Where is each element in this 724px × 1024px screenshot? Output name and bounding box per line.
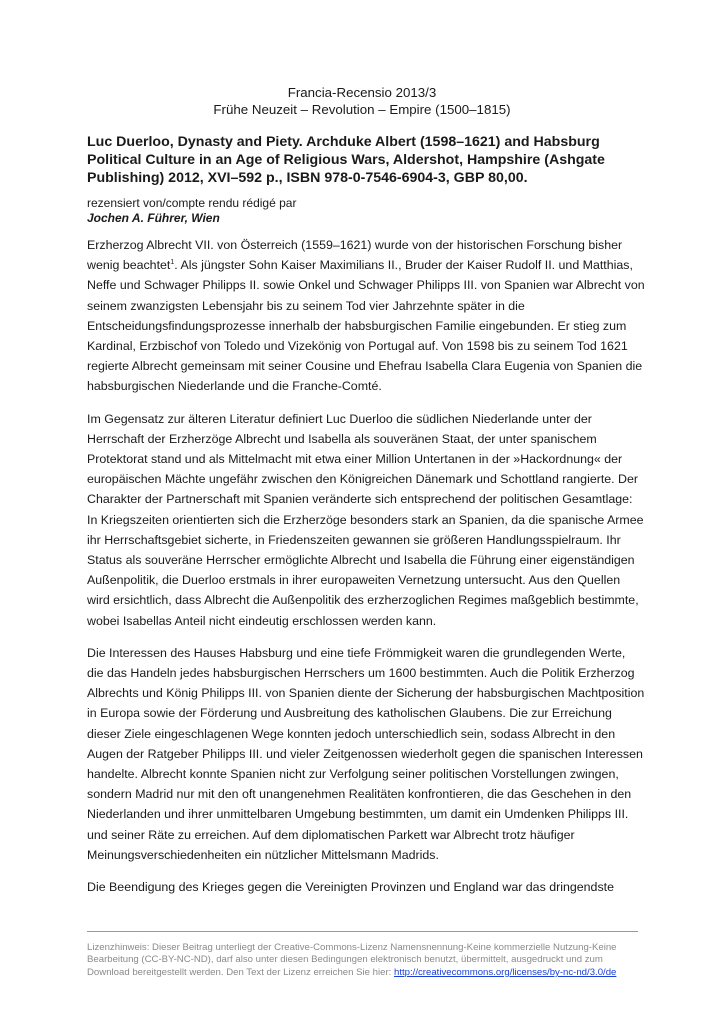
paragraph-1-rest: . Als jüngster Sohn Kaiser Maximilians II., Bruder der Kaiser Rudolf II. und Matthias, Neffe und Schwager Philipps II. sowie Onkel und Schwager Philipps III. von Spanien war Albrecht von seinem zwanzigsten Lebensjahr bis zu seinem Tod vier Jahrzehnte später in die Entscheidungsfindungsprozesse innerhalb der habsburgischen Familie eingebunden. Er stieg zum Kardinal, Erzbischof von Toledo und Vizekönig von Portugal auf. Von 1598 bis zu seinem Tod 1621 regierte Albrecht gemeinsam mit seiner Cousine und Ehefrau Isabella Clara Eugenia von Spanien die habsburgischen Niederlande und die Franche-Comté. <box>87 258 645 394</box>
paragraph-1-start: Erzherzog Albrecht VII. von Österreich (1559–1621) wurde von der historischen Forschung bisher wenig beachtet <box>87 238 623 273</box>
reviewer-name: Jochen A. Führer, Wien <box>87 211 220 225</box>
paragraph-2: Im Gegensatz zur älteren Literatur definiert Luc Duerloo die südlichen Niederlande unter der Herrschaft der Erzherzöge Albrecht und Isabella als souveränen Staat, der unter spanischem Protektorat stand und als Mittelmacht mit etwa einer Million Untertanen in der »Hackordnung« der europäischen Mächte ungefähr zwischen den Königreichen Dänemark und Schottland rangierte. Der Charakter der Partnerschaft mit Spanien veränderte sich entsprechend der politischen Gesamtlage: In Kriegszeiten orientierten sich die Erzherzöge besonders stark an Spanien, da die spanische Armee ihr Herrschaftsgebiet sicherte, in Friedenszeiten gewannen sie größeren Handlungsspielraum. Ihr Status als souveräne Herrscher ermöglichte Albrecht und Isabella die Führung einer eigenständigen Außenpolitik, die Duerloo erstmals in ihrer europaweiten Vernetzung untersucht. Aus den Quellen wird ersichtlich, dass Albrecht die Außenpolitik des erzherzoglichen Regimes maßgeblich bestimmte, wobei Isabellas Anteil nicht eindeutig erschlossen werden kann. <box>87 411 644 628</box>
license-text: Lizenzhinweis: Dieser Beitrag unterliegt der Creative-Commons-Lizenz Namensnennung-Keine kommerzielle Nutzung-Keine Bearbeitung (CC-BY-NC-ND), darf also unter diesen Bedingungen elektronisch benutzt, übermittelt, ausgedruckt und zum Download bereitgestellt werden. Den Text der Lizenz erreichen Sie hier: <box>87 942 617 978</box>
paragraph-1 <box>87 235 645 397</box>
byline-label: rezensiert von/compte rendu rédigé par <box>87 196 297 210</box>
journal-section: Frühe Neuzeit – Revolution – Empire (1500–1815) <box>213 102 511 117</box>
license-link[interactable]: http://creativecommons.org/licenses/by-nc-nd/3.0/de <box>394 966 617 978</box>
footnote-ref-1[interactable]: 1 <box>170 259 175 267</box>
paragraph-4: Die Beendigung des Krieges gegen die Vereinigten Provinzen und England war das dringendste <box>87 880 614 895</box>
paragraph-3: Die Interessen des Hauses Habsburg und eine tiefe Frömmigkeit waren die grundlegenden Werte, die das Handeln jedes habsburgischen Herrschers um 1600 bestimmten. Auch die Politik Erzherzog Albrechts und König Philipps III. von Spanien diente der Sicherung der habsburgischen Machtposition in Europa sowie der Förderung und Ausbreitung des katholischen Glaubens. Die zur Erreichung dieser Ziele eingeschlagenen Wege konnten jedoch unterschiedlich sein, sodass Albrecht in den Augen der Ratgeber Philipps III. und vieler Zeitgenossen wiederholt gegen die spanischen Interessen handelte. Albrecht konnte Spanien nicht zur Verfolgung seiner politischen Vorstellungen zwingen, sondern Madrid nur mit den oft unangenehmen Realitäten konfrontieren, die das Geschehen in den Niederlanden und ihrer unmittelbaren Umgebung bestimmten, um damit ein Umdenken Philipps III. und seiner Räte zu erreichen. Auf dem diplomatischen Parkett war Albrecht trotz häufiger Meinungsverschiedenheiten ein nützlicher Mittelsmann Madrids. <box>87 645 645 862</box>
license-notice <box>87 942 642 979</box>
byline <box>87 196 296 226</box>
footer-divider <box>87 931 638 932</box>
journal-issue: Francia-Recensio 2013/3 <box>287 85 437 100</box>
review-body <box>87 235 645 909</box>
journal-header <box>0 84 724 118</box>
review-title: Luc Duerloo, Dynasty and Piety. Archduke Albert (1598–1621) and Habsburg Political Culture in an Age of Religious Wars, Aldershot, Hampshire (Ashgate Publishing) 2012, XVI–592 p., ISBN 978-0-7546-6904-3, GBP 80,00. <box>87 134 605 186</box>
